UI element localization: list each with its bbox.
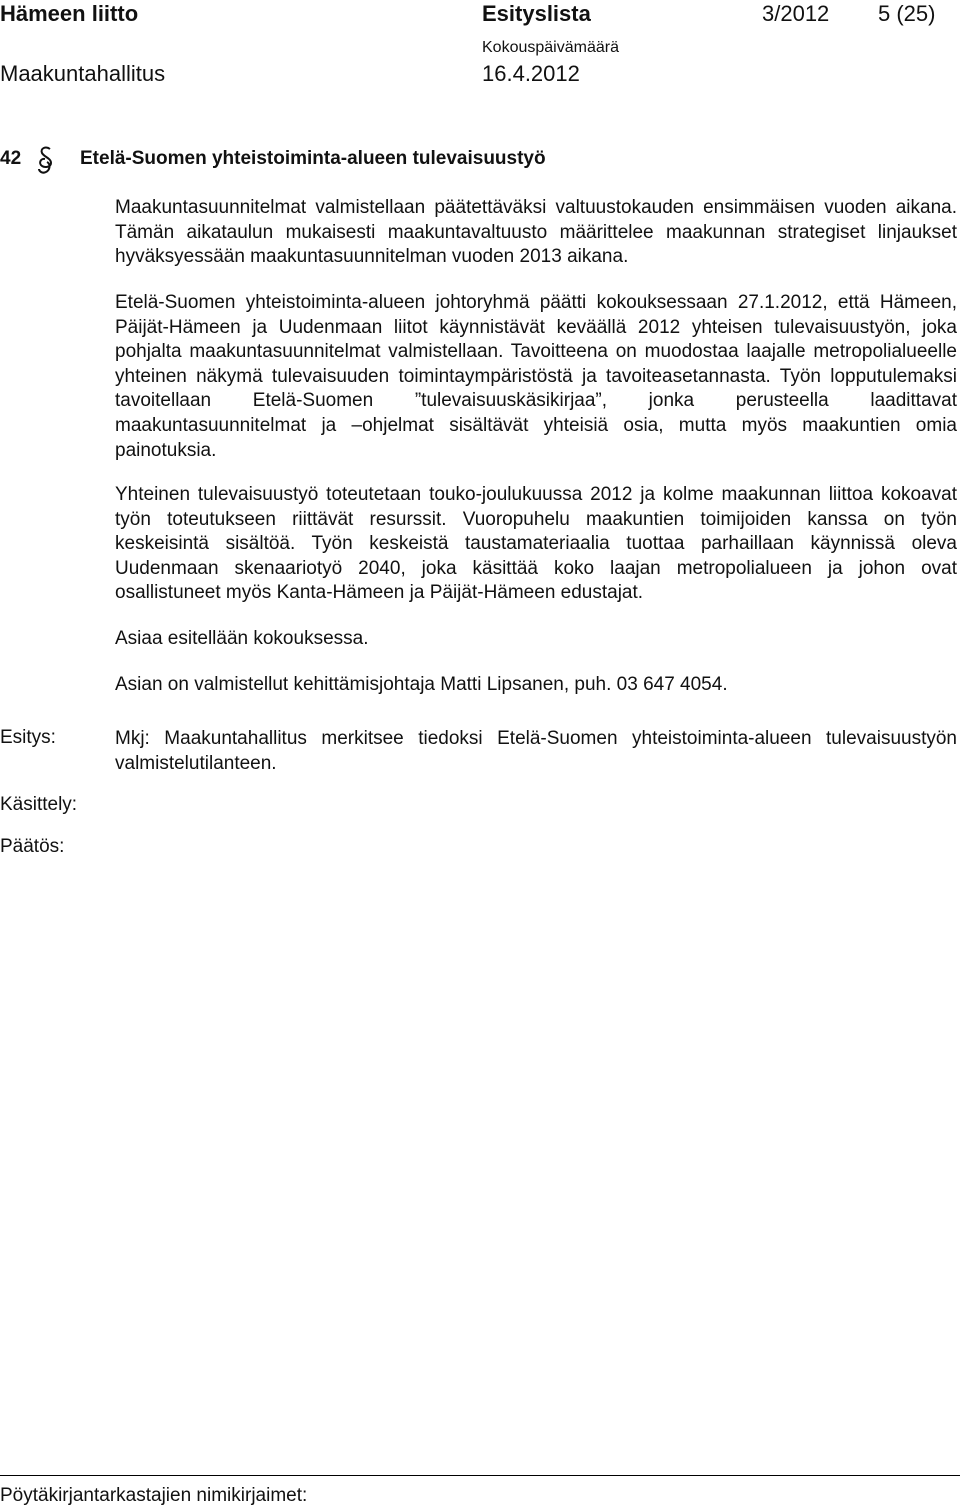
meeting-date-label: Kokouspäivämäärä [482, 39, 619, 56]
handling-label: Käsittely: [0, 794, 78, 815]
meeting-date: 16.4.2012 [482, 61, 580, 86]
page-number: 5 (25) [878, 1, 936, 26]
proposal-text: Mkj: Maakuntahallitus merkitsee tiedoksi Etelä-Suomen yhteistoiminta-alueen tulevaisuustyön valmistelutilanteen. [115, 728, 957, 774]
item-number: 42 [0, 148, 22, 169]
item-body [115, 196, 957, 697]
footer-divider [0, 1475, 960, 1476]
proposal-label: Esitys: [0, 727, 56, 748]
paragraph-decision: Etelä-Suomen yhteistoiminta-alueen johtoryhmä päätti kokouksessaan 27.1.2012, että Hämeen, Päijät-Hämeen ja Uudenmaan liitot käynnistävät keväällä 2012 yhteisen tulevaisuustyön, joka pohjalta maakuntasuunnitelmat valmistellaan. Tavoitteena on muodostaa laajalle metropolialueelle yhteinen näkymä tulevaisuuden toimintaympäristöstä ja tavoiteasetannasta. Työn lopputulemaksi tavoitellaan Etelä-Suomen ”tulevaisuuskäsikirjaa”, jonka perusteella laadittavat maakuntasuunnitelmat ja –ohjelmat sisältävät yhteisiä osia, mutta myös maakuntien omia painotuksia. [115, 292, 957, 461]
section-sign-icon [36, 145, 56, 177]
organization-name: Hämeen liitto [0, 1, 139, 26]
decision-label: Päätös: [0, 836, 65, 857]
paragraph-schedule: Maakuntasuunnitelmat valmistellaan päätettäväksi valtuustokauden ensimmäisen vuoden aikana. Tämän aikataulun mukaisesti maakuntavaltuusto määrittelee maakunnan strategiset linjaukset hyväksyessään maakuntasuunnitelman vuoden 2013 aikana. [115, 197, 957, 268]
paragraph-preparer: Asian on valmistellut kehittämisjohtaja Matti Lipsanen, puh. 03 647 4054. [115, 673, 728, 695]
footer-signature-label: Pöytäkirjantarkastajien nimikirjaimet: [0, 1485, 308, 1506]
paragraph-implementation: Yhteinen tulevaisuustyö toteutetaan touko-joulukuussa 2012 ja kolme maakunnan liittoa kokoavat työn toteutukseen riittävät resurssit. Vuoropuhelu maakuntien toimijoiden kanssa on työn keskeisintä sisältöä. Työn keskeistä taustamateriaalia tuottaa parhaillaan käynnissä oleva Uudenmaan skenaariotyö 2040, joka käsittää koko laajan metropolialueen ja johon ovat osallistuneet myös Kanta-Hämeen ja Päijät-Hämeen edustajat. [115, 484, 957, 604]
document-type: Esityslista [482, 1, 591, 26]
governing-body: Maakuntahallitus [0, 61, 166, 86]
paragraph-presentation: Asiaa esitellään kokouksessa. [115, 628, 369, 649]
proposal-section [115, 727, 957, 776]
item-title: Etelä-Suomen yhteistoiminta-alueen tulevaisuustyö [80, 148, 546, 169]
document-number: 3/2012 [762, 1, 830, 26]
